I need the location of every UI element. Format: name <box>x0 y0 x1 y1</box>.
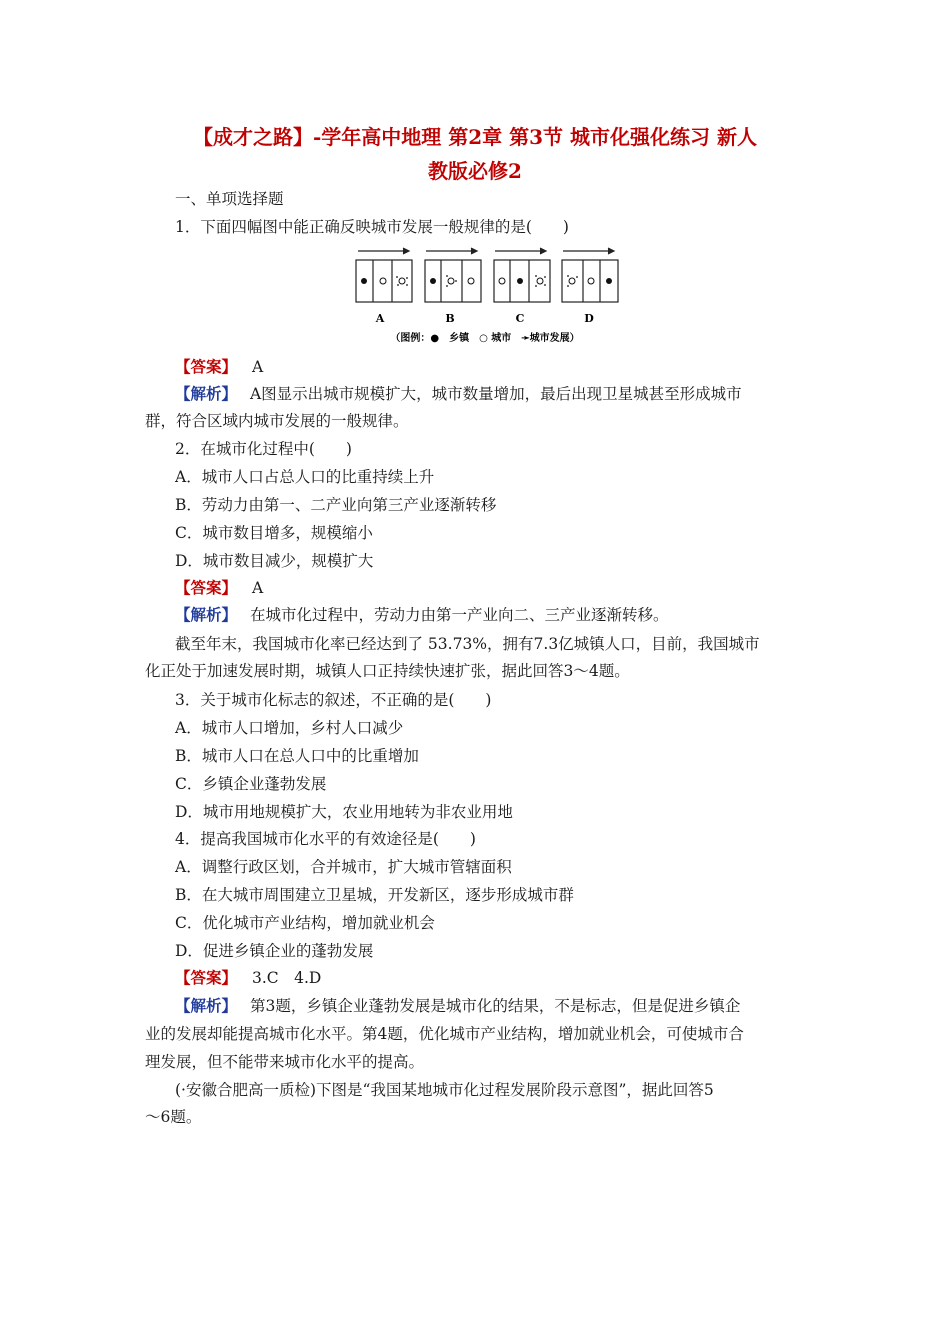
analysis-tag: 【解析】 <box>175 605 238 624</box>
answer-tag: 【答案】 <box>175 968 238 987</box>
analysis-tag: 【解析】 <box>175 996 238 1015</box>
passage2-line-1: (·安徽合肥高一质检)下图是“我国某地城市化过程发展阶段示意图”，据此回答5 <box>175 1081 714 1099</box>
passage1-line-2: 化正处于加速发展时期，城镇人口正持续快速扩张，据此回答3～4题。 <box>145 662 630 680</box>
q34-answer: 3.C 4.D <box>251 969 322 987</box>
answer-tag: 【答案】 <box>175 578 238 597</box>
q1-analysis-row <box>175 383 840 405</box>
q4-option-a: A．调整行政区划，合并城市，扩大城市管辖面积 <box>175 858 512 876</box>
q3-option-d: D．城市用地规模扩大，农业用地转为非农业用地 <box>175 803 513 821</box>
q3-option-b: B．城市人口在总人口中的比重增加 <box>175 747 419 765</box>
title-line-1: 【成才之路】-学年高中地理 第2章 第3节 城市化强化练习 新人 <box>193 125 757 149</box>
q34-analysis-row <box>175 995 840 1017</box>
analysis-tag: 【解析】 <box>175 384 238 403</box>
q2-analysis-row <box>175 604 840 626</box>
title-line-2: 教版必修2 <box>428 159 522 183</box>
q1-panel-label-a: A <box>375 312 385 325</box>
q1-figure-symbols <box>361 275 612 287</box>
q34-analysis-line-3: 理发展，但不能带来城市化水平的提高。 <box>145 1053 425 1071</box>
q2-option-b: B．劳动力由第一、二产业向第三产业逐渐转移 <box>175 496 497 514</box>
q4-option-b: B．在大城市周围建立卫星城，开发新区，逐步形成城市群 <box>175 886 574 904</box>
q1-panel-label-b: B <box>445 312 455 325</box>
q34-analysis-line-1: 第3题，乡镇企业蓬勃发展是城市化的结果，不是标志，但是促进乡镇企 <box>249 997 741 1015</box>
q1-answer-row <box>175 356 840 378</box>
q2-option-d: D．城市数目减少，规模扩大 <box>175 552 374 570</box>
q2-option-a: A．城市人口占总人口的比重持续上升 <box>175 468 435 486</box>
q1-analysis-line-1: A图显示出城市规模扩大，城市数量增加，最后出现卫星城甚至形成城市 <box>249 385 742 403</box>
q4-option-d: D．促进乡镇企业的蓬勃发展 <box>175 942 374 960</box>
q1-stem: 1．下面四幅图中能正确反映城市发展一般规律的是( ) <box>175 218 569 236</box>
q3-option-c: C．乡镇企业蓬勃发展 <box>175 775 327 793</box>
q2-stem: 2．在城市化过程中( ) <box>175 440 352 458</box>
q1-figure-legend: （图例：● 乡镇 ○ 城市 ➛城市发展） <box>390 333 580 344</box>
q4-stem: 4．提高我国城市化水平的有效途径是( ) <box>175 830 476 848</box>
section-heading: 一、单项选择题 <box>175 190 284 208</box>
q2-answer-row <box>175 577 840 599</box>
passage2-line-2: ～6题。 <box>145 1108 202 1126</box>
q3-stem: 3．关于城市化标志的叙述，不正确的是( ) <box>175 691 492 709</box>
q3-option-a: A．城市人口增加，乡村人口减少 <box>175 719 404 737</box>
q2-option-c: C．城市数目增多，规模缩小 <box>175 524 373 542</box>
document-title <box>140 120 810 188</box>
q1-analysis-line-2: 群，符合区域内城市发展的一般规律。 <box>145 412 409 430</box>
q1-panel-label-d: D <box>584 312 594 325</box>
q34-analysis-line-2: 业的发展却能提高城市化水平。第4题，优化城市产业结构，增加就业机会，可使城市合 <box>145 1025 744 1043</box>
answer-tag: 【答案】 <box>175 357 238 376</box>
q1-answer: A <box>251 358 264 376</box>
passage1-line-1: 截至年末，我国城市化率已经达到了 53.73%，拥有7.3亿城镇人口，目前，我国城市 <box>175 635 760 653</box>
q4-option-c: C．优化城市产业结构，增加就业机会 <box>175 914 435 932</box>
q2-analysis: 在城市化过程中，劳动力由第一产业向二、三产业逐渐转移。 <box>249 606 669 624</box>
q34-answer-row <box>175 967 840 989</box>
q1-figure <box>350 244 620 348</box>
q2-answer: A <box>251 579 264 597</box>
q1-panel-label-c: C <box>515 312 525 325</box>
